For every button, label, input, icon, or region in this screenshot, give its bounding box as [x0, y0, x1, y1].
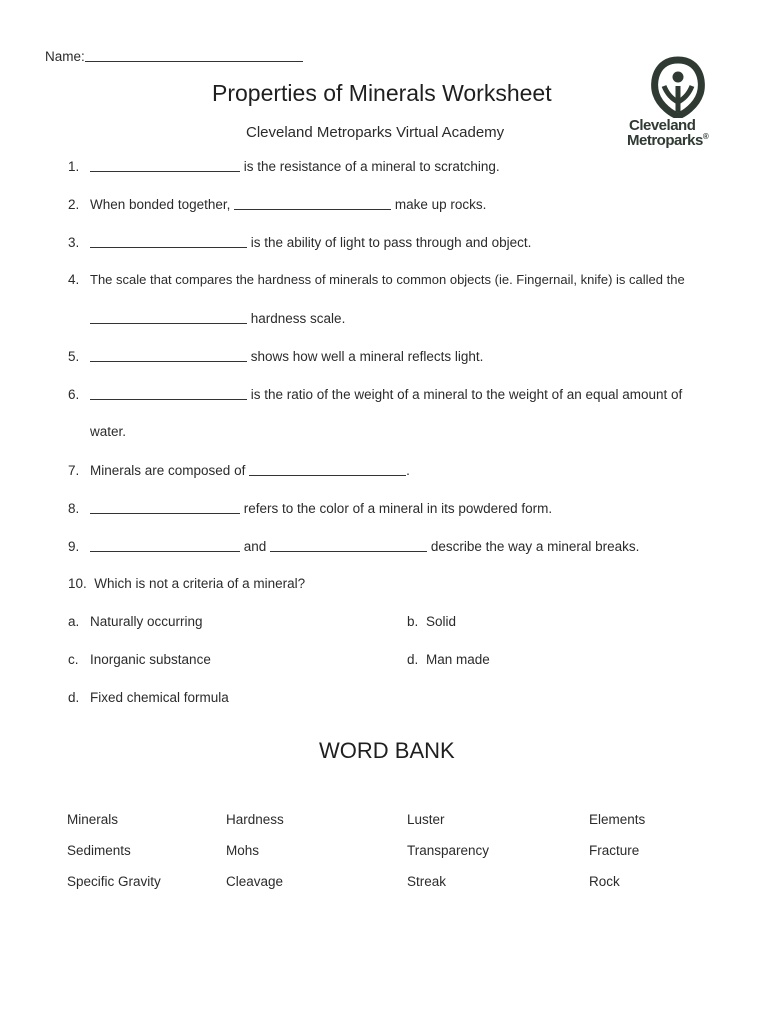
question-5: 5. shows how well a mineral reflects light.: [68, 349, 484, 364]
question-9: 9. and describe the way a mineral breaks.: [68, 539, 640, 554]
word-bank-item: Streak: [407, 874, 447, 889]
name-blank[interactable]: [85, 48, 303, 62]
name-label: Name:: [45, 49, 85, 64]
answer-blank-9b[interactable]: [270, 538, 427, 552]
page-title: Properties of Minerals Worksheet: [212, 80, 552, 106]
option-c[interactable]: c. Inorganic substance: [68, 652, 211, 667]
answer-blank-5[interactable]: [90, 348, 247, 362]
question-1: 1. is the resistance of a mineral to scratching.: [68, 159, 500, 174]
logo-text-line1: Cleveland: [629, 117, 696, 134]
word-bank-item: Specific Gravity: [67, 874, 161, 889]
answer-blank-8[interactable]: [90, 500, 240, 514]
word-bank-item: Rock: [589, 874, 620, 889]
word-bank-item: Hardness: [226, 812, 284, 827]
logo-text-line2: Metroparks®: [627, 132, 709, 149]
option-b[interactable]: b. Solid: [407, 614, 457, 629]
question-2: 2. When bonded together, make up rocks.: [68, 197, 487, 212]
answer-blank-9a[interactable]: [90, 538, 240, 552]
word-bank-item: Minerals: [67, 812, 119, 827]
question-10: 10. Which is not a criteria of a mineral?: [68, 576, 306, 591]
name-field-row: [45, 48, 303, 64]
question-3: 3. is the ability of light to pass through and object.: [68, 235, 532, 250]
word-bank-title: WORD BANK: [319, 738, 455, 763]
word-bank-item: Luster: [407, 812, 445, 827]
answer-blank-6[interactable]: [90, 386, 247, 400]
option-a[interactable]: a. Naturally occurring: [68, 614, 203, 629]
question-6: 6. is the ratio of the weight of a mineral to the weight of an equal amount of: [68, 387, 683, 402]
word-bank-item: Fracture: [589, 843, 640, 858]
word-bank-item: Mohs: [226, 843, 260, 858]
answer-blank-1[interactable]: [90, 158, 240, 172]
question-8: 8. refers to the color of a mineral in its powdered form.: [68, 501, 553, 516]
option-d-fixed-formula[interactable]: d. Fixed chemical formula: [68, 690, 229, 705]
cleveland-metroparks-logo: [626, 56, 730, 152]
question-7: 7. Minerals are composed of .: [68, 463, 410, 478]
word-bank-item: Cleavage: [226, 874, 284, 889]
word-bank-item: Elements: [589, 812, 646, 827]
page-subtitle: Cleveland Metroparks Virtual Academy: [246, 124, 505, 141]
answer-blank-7[interactable]: [249, 462, 406, 476]
tree-leaf-icon: [626, 56, 730, 118]
word-bank-item: Transparency: [407, 843, 490, 858]
question-6-continued: water.: [90, 424, 127, 439]
option-d[interactable]: d. Man made: [407, 652, 490, 667]
word-bank-item: Sediments: [67, 843, 131, 858]
answer-blank-2[interactable]: [234, 196, 391, 210]
question-4-continued: hardness scale.: [90, 310, 345, 326]
answer-blank-4[interactable]: [90, 310, 247, 324]
answer-blank-3[interactable]: [90, 234, 247, 248]
question-4: 4. The scale that compares the hardness of minerals to common objects (ie. Fingernail, knife) is called the: [68, 272, 685, 287]
